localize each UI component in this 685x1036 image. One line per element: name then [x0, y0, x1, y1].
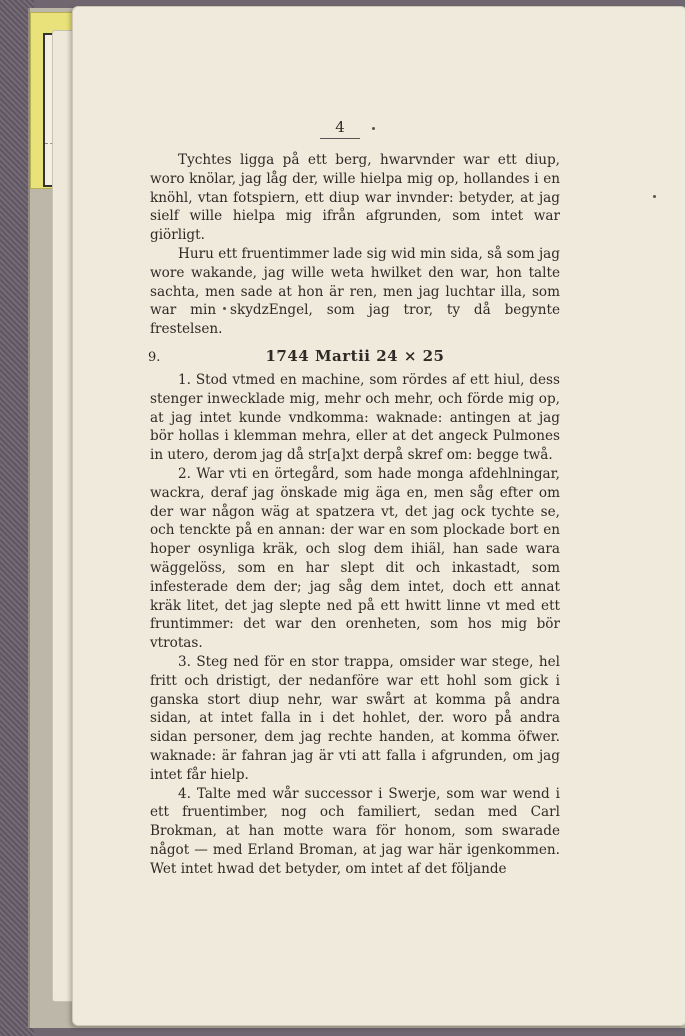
- dream-entry: 3. Steg ned för en stor trappa, omsider war stege, hel fritt och dristigt, der nedanföre war ett hohl som gick i ganska stort diup nehr, war swårt at komma på andra sidan, at intet falla in i det hohlet, der. woro på andra sidan personer, dem jag rechte handen, at komma öfwer. waknade: är fahran jag är vti att falla i afgrunden, om jag intet får hielp.: [150, 653, 560, 783]
- intro-paragraph: Huru ett fruentimmer lade sig wid min sida, så som jag wore wakande, jag wille weta hwilket den war, hon talte sachta, men sade at hon är ren, men jag luchtar illa, som war min skydzEngel, som jag tror, ty då begynte frestelsen.: [150, 245, 560, 338]
- page-number: 4: [320, 118, 360, 139]
- paper-speck: [653, 195, 656, 198]
- dream-entry: 4. Talte med wår successor i Swerje, som war wend i ett fruentimber, nog och familiert, sedan med Carl Brokman, at han motte wara för honom, som swarade något — med Erland Broman, at jag war här igenkommen. Wet intet hwad det betyder, om intet af det följande: [150, 785, 560, 877]
- intro-paragraph: Tychtes ligga på ett berg, hwarvnder war ett diup, woro knölar, jag låg der, wille hielpa mig op, hollandes i en knöhl, vtan fotspiern, ett diup war invnder: betyder, at jag sielf wille hielpa mig ifrån afgrunden, som intet war giörligt.: [150, 152, 560, 244]
- dream-entry: 2. War vti en örtegård, som hade monga afdehlningar, wackra, deraf jag önskade mig äga en, men såg efter om der war någon wäg at spatzera vt, det jag ock tychte se, och tenckte på en annan: der war en som plockade bort en hoper osynliga kräk, och slog dem ihiäl, han sade wara wäggelöss, som en har slept dit och inkastadt, som infesterade dem der; jag såg dem intet, doch ett annat kräk litet, det jag slepte ned på ett hwitt linne vt med ett fruntimmer: det war den orenheten, som hos mig bör vtrotas.: [150, 465, 560, 652]
- margin-number: 9.: [148, 350, 161, 365]
- page-text-block: [150, 118, 560, 878]
- dream-entry: 1. Stod vtmed en machine, som rördes af ett hiul, dess stenger inwecklade mig, mehr och mehr, och förde mig op, at jag intet kunde vndkomma: waknade: antingen at jag bör hollas i klemman mehra, eller at det angeck Pulmones in utero, derom jag då str[a]xt derpå skref om: begge twå.: [150, 371, 560, 464]
- date-heading: 1744 Martii 24 × 25: [265, 346, 445, 365]
